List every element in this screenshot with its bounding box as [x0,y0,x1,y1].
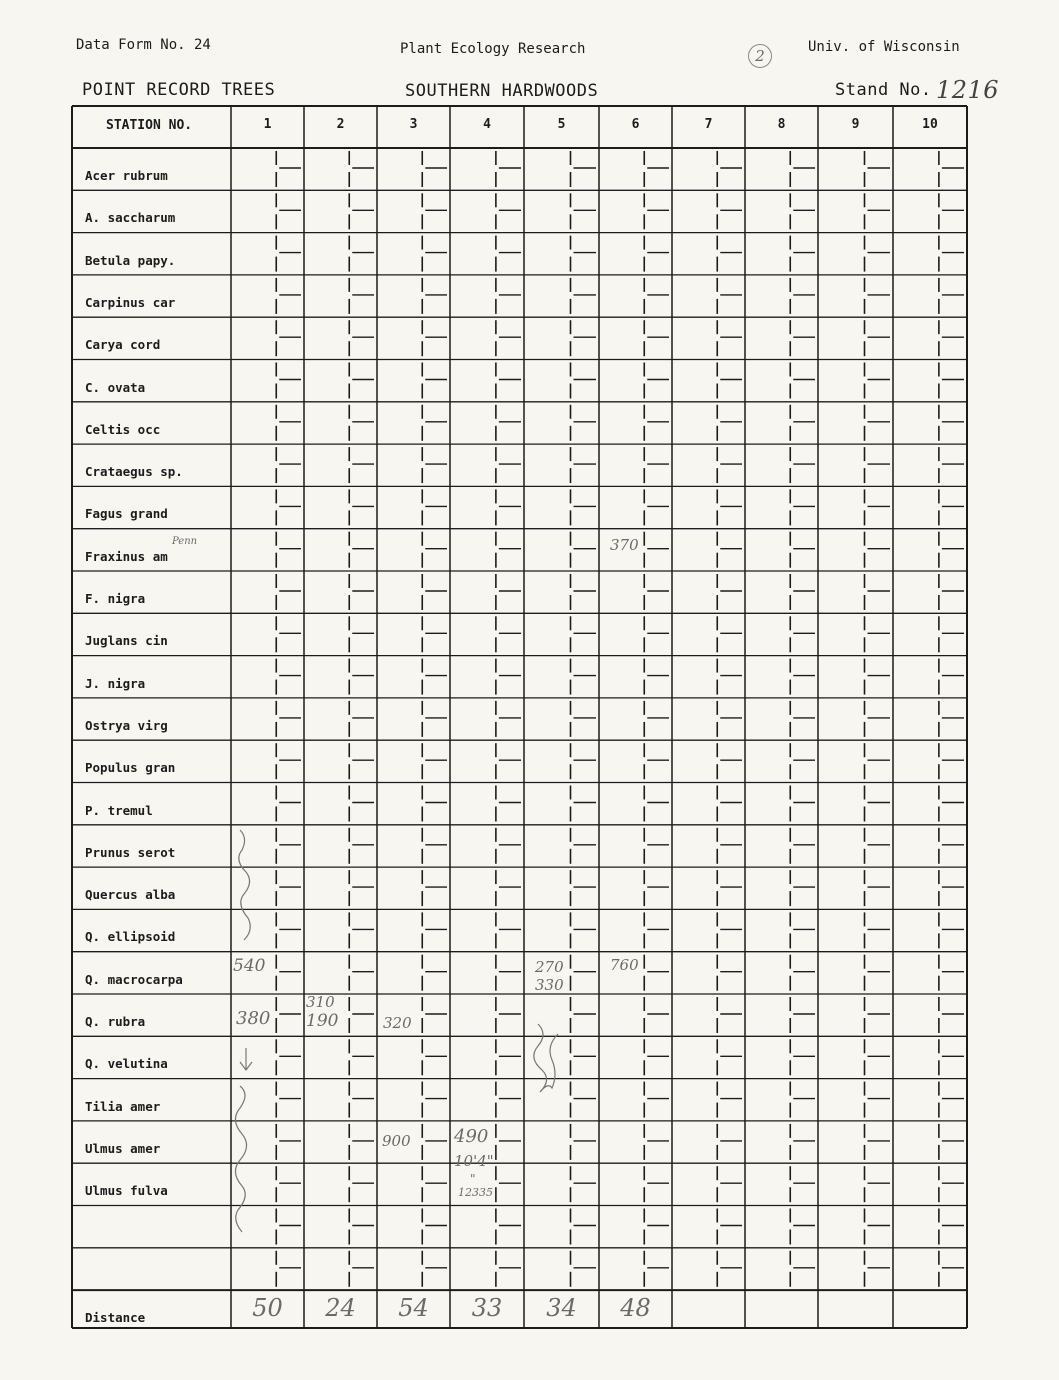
species-label: Crataegus sp. [85,464,183,480]
scribble-station-1-upper [239,830,250,940]
station-header: STATION NO. [106,118,193,133]
species-label: Juglans cin [85,633,168,649]
species-label: Ulmus fulva [85,1183,168,1199]
entry-rubra-station-3: 320 [383,1014,412,1032]
distance-value: 33 [471,1294,503,1322]
entry-macrocarpa-station-5b: 330 [535,976,564,994]
station-number: 1 [263,117,272,132]
entry-ulmus-station-3: 900 [382,1132,411,1150]
species-label: Q. macrocarpa [85,971,183,987]
species-label: Carya cord [85,337,161,353]
species-label: Q. velutina [85,1056,168,1072]
species-label: Fagus grand [85,506,168,522]
species-label: Populus gran [85,760,176,776]
entry-macrocarpa-station-5a: 270 [535,958,564,976]
station-number: 2 [336,117,345,132]
species-label: J. nigra [85,675,146,691]
species-label: Fraxinus am [85,548,168,564]
station-number: 8 [777,117,786,132]
species-label: Acer rubrum [85,168,168,183]
entry-rubra-station-2b: 190 [306,1011,339,1031]
station-number: 7 [704,117,713,132]
scribble-station-1-lower [235,1086,246,1232]
species-label: Ulmus amer [85,1140,161,1156]
species-label: Celtis occ [85,421,161,437]
entry-rubra-station-1: 380 [236,1008,271,1029]
species-label: F. nigra [85,591,146,606]
scribble-station-1-arrow [240,1048,252,1070]
distance-value: 34 [546,1294,577,1322]
species-label: Q. rubra [85,1014,146,1029]
species-label: Quercus alba [85,887,176,903]
species-label: Ostrya virg [85,717,168,733]
species-label: Q. ellipsoid [85,929,176,945]
form-number: Data Form No. 24 [76,37,211,53]
station-number: 4 [483,117,491,132]
scribble-station-5 [534,1024,558,1092]
forest-type: SOUTHERN HARDWOODS [405,81,599,101]
stand-number: 1216 [936,76,1000,104]
entry-ulmus-station-4d: 12335 [458,1186,493,1199]
entry-ulmus-station-4b: 10'4" [454,1152,494,1170]
entry-macrocarpa-station-6: 760 [610,956,639,974]
species-label: A. saccharum [85,210,176,226]
entry-ulmus-station-4a: 490 [454,1126,489,1147]
station-number: 10 [922,117,938,132]
fraxinus-note: Penn [172,536,198,547]
form-title: POINT RECORD TREES [82,80,276,100]
circled-page-number: 2 [748,44,772,68]
species-label: Carpinus car [85,294,176,310]
project-title: Plant Ecology Research [400,41,586,57]
station-number: 3 [409,117,418,132]
station-number: 9 [851,117,860,132]
stand-label: Stand No. [835,80,932,100]
entry-macrocarpa-station-1: 540 [233,956,266,976]
species-label: C. ovata [85,379,146,395]
distance-label: Distance [85,1310,146,1325]
species-label: Betula papy. [85,252,176,268]
university-name: Univ. of Wisconsin [808,39,960,55]
station-number: 6 [631,117,640,132]
entry-rubra-station-2a: 310 [306,993,335,1011]
distance-value: 48 [620,1294,651,1322]
distance-value: 50 [252,1294,283,1322]
entry-fraxinus-station-6: 370 [610,536,639,554]
species-label: P. tremul [85,802,153,818]
distance-value: 54 [398,1294,429,1322]
distance-value: 24 [325,1294,356,1322]
species-label: Prunus serot [85,844,176,860]
species-label: Tilia amer [85,1098,161,1114]
entry-ulmus-station-4c: " [470,1172,476,1186]
station-number: 5 [557,117,566,132]
